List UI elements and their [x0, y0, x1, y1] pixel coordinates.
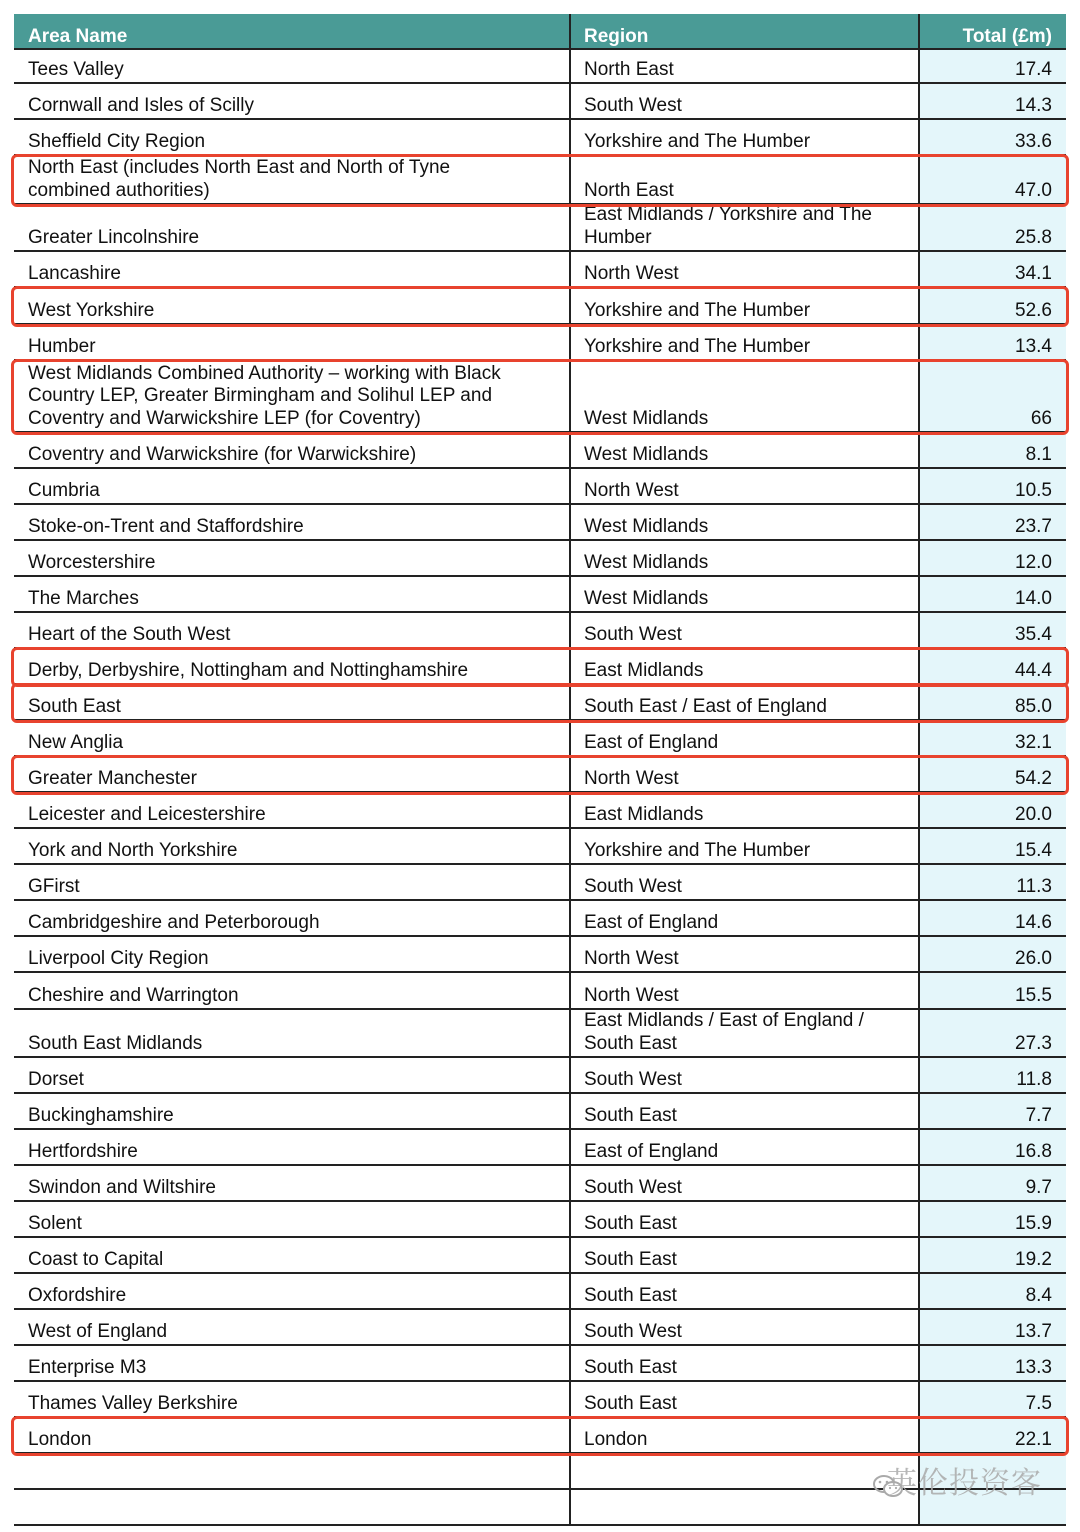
cell-region: Yorkshire and The Humber: [584, 839, 811, 861]
highlight-box: [11, 154, 1069, 207]
cell-area: York and North Yorkshire: [28, 839, 238, 861]
cell-total: 47.0: [1015, 179, 1052, 201]
cell-region: South East: [584, 1284, 677, 1306]
table-row: [14, 865, 1066, 901]
cell-area: New Anglia: [28, 731, 124, 753]
table-row: [14, 793, 1066, 829]
cell-region: West Midlands: [584, 407, 709, 429]
cell-region: North West: [584, 262, 679, 284]
table-row: [14, 469, 1066, 505]
table-row: [14, 541, 1066, 577]
cell-area: North East (includes North East and North of Tyne combined authorities): [28, 157, 451, 201]
table-row: [14, 205, 1066, 252]
cell-area: Liverpool City Region: [28, 947, 209, 969]
cell-total: 54.2: [1015, 767, 1052, 789]
cell-region: South East: [584, 1248, 677, 1270]
cell-area: The Marches: [28, 587, 139, 609]
cell-region: East Midlands: [584, 659, 704, 681]
cell-total: 32.1: [1015, 731, 1052, 753]
cell-area: London: [28, 1428, 92, 1450]
cell-total: 35.4: [1015, 623, 1052, 645]
highlight-box: [11, 647, 1069, 687]
cell-region: West Midlands: [584, 515, 709, 537]
funding-table: [14, 14, 1066, 1526]
cell-area: Cornwall and Isles of Scilly: [28, 94, 254, 116]
cell-area: West Midlands Combined Authority – working with Black Country LEP, Greater Birmingham and Solihul LEP and Coventry and Warwickshire LEP (for Coventry): [28, 362, 501, 429]
cell-area: Coventry and Warwickshire (for Warwickshire): [28, 443, 417, 465]
cell-total: 15.4: [1015, 839, 1052, 861]
cell-region: North West: [584, 479, 679, 501]
cell-total: 13.4: [1015, 335, 1052, 357]
table-row: [14, 1310, 1066, 1346]
cell-total: 27.3: [1015, 1032, 1052, 1054]
table-row: [14, 1010, 1066, 1058]
table-row: [14, 901, 1066, 937]
cell-region: East Midlands / East of England / South East: [584, 1010, 864, 1054]
cell-area: Oxfordshire: [28, 1284, 127, 1306]
cell-total: 11.8: [1016, 1068, 1052, 1090]
cell-area: Leicester and Leicestershire: [28, 803, 266, 825]
header-total: Total (£m): [962, 26, 1052, 47]
cell-area: Sheffield City Region: [28, 130, 206, 152]
highlight-box: [11, 359, 1069, 435]
table-row: [14, 1346, 1066, 1382]
cell-region: South East: [584, 1356, 677, 1378]
cell-total: 19.2: [1015, 1248, 1052, 1270]
cell-area: Buckinghamshire: [28, 1104, 174, 1126]
highlight-box: [11, 755, 1069, 795]
cell-total: 9.7: [1025, 1176, 1052, 1198]
cell-total: 14.3: [1015, 94, 1052, 116]
cell-total: 15.9: [1015, 1212, 1052, 1234]
cell-area: Dorset: [28, 1068, 84, 1090]
cell-region: West Midlands: [584, 551, 709, 573]
table-row: [14, 577, 1066, 613]
cell-area: South East: [28, 695, 121, 717]
cell-area: Coast to Capital: [28, 1248, 164, 1270]
cell-total: 7.5: [1025, 1392, 1052, 1414]
cell-area: Cumbria: [28, 479, 100, 501]
cell-total: 20.0: [1015, 803, 1052, 825]
cell-region: East of England: [584, 1140, 719, 1162]
table-row: [14, 505, 1066, 541]
cell-area: Hertfordshire: [28, 1140, 138, 1162]
cell-region: East Midlands / Yorkshire and The Humber: [584, 204, 872, 248]
cell-region: Yorkshire and The Humber: [584, 299, 811, 321]
table-row: [14, 1238, 1066, 1274]
cell-total: 15.5: [1015, 984, 1052, 1006]
table-row: [14, 120, 1066, 156]
cell-region: South East: [584, 1212, 677, 1234]
cell-area: Greater Lincolnshire: [28, 226, 200, 248]
table-row: [14, 84, 1066, 120]
cell-area: Greater Manchester: [28, 767, 197, 789]
highlight-box: [11, 683, 1069, 723]
cell-total: 44.4: [1015, 659, 1052, 681]
highlight-box: [11, 286, 1069, 327]
cell-region: South East / East of England: [584, 695, 827, 717]
cell-area: Swindon and Wiltshire: [28, 1176, 216, 1198]
cell-region: London: [584, 1428, 648, 1450]
cell-total: 12.0: [1015, 551, 1052, 573]
cell-area: Tees Valley: [28, 58, 124, 80]
table-row: [14, 1382, 1066, 1418]
header-area-name: Area Name: [28, 26, 128, 47]
header-region: Region: [584, 26, 649, 47]
cell-total: 33.6: [1015, 130, 1052, 152]
cell-total: 23.7: [1015, 515, 1052, 537]
cell-area: Derby, Derbyshire, Nottingham and Nottinghamshire: [28, 659, 469, 681]
cell-area: Solent: [28, 1212, 82, 1234]
cell-total: 11.3: [1016, 875, 1052, 897]
cell-total: 14.6: [1015, 911, 1052, 933]
table-header: [14, 14, 1066, 50]
cell-area: Enterprise M3: [28, 1356, 147, 1378]
cell-area: Heart of the South West: [28, 623, 231, 645]
cell-region: Yorkshire and The Humber: [584, 335, 811, 357]
table-row: [14, 1274, 1066, 1310]
cell-total: 14.0: [1015, 587, 1052, 609]
cell-total: 85.0: [1015, 695, 1052, 717]
cell-area: GFirst: [28, 875, 80, 897]
cell-area: Cambridgeshire and Peterborough: [28, 911, 320, 933]
cell-total: 10.5: [1015, 479, 1052, 501]
cell-total: 8.1: [1025, 443, 1052, 465]
cell-region: North East: [584, 179, 674, 201]
cell-total: 25.8: [1015, 226, 1052, 248]
cell-area: Cheshire and Warrington: [28, 984, 239, 1006]
table-row: [14, 1130, 1066, 1166]
cell-total: 26.0: [1015, 947, 1052, 969]
cell-area: Thames Valley Berkshire: [28, 1392, 238, 1414]
watermark: 英伦投资客: [887, 1466, 1042, 1501]
cell-total: 8.4: [1025, 1284, 1052, 1306]
table-row: [14, 613, 1066, 649]
table-row: [14, 252, 1066, 288]
cell-region: South West: [584, 94, 682, 116]
table-row: [14, 433, 1066, 469]
table-row: [14, 721, 1066, 757]
table-row: [14, 1058, 1066, 1094]
cell-region: North West: [584, 767, 679, 789]
cell-area: South East Midlands: [28, 1032, 203, 1054]
table-row: [14, 1202, 1066, 1238]
cell-region: South East: [584, 1104, 677, 1126]
highlight-box: [11, 1416, 1069, 1456]
cell-total: 17.4: [1015, 58, 1052, 80]
cell-total: 16.8: [1015, 1140, 1052, 1162]
cell-total: 66: [1030, 407, 1052, 429]
cell-total: 34.1: [1015, 262, 1052, 284]
table-row: [14, 1094, 1066, 1130]
cell-region: West Midlands: [584, 443, 709, 465]
cell-region: North West: [584, 947, 679, 969]
cell-total: 52.6: [1015, 299, 1052, 321]
cell-region: South West: [584, 623, 682, 645]
cell-region: North East: [584, 58, 674, 80]
cell-region: East of England: [584, 731, 719, 753]
cell-region: East Midlands: [584, 803, 704, 825]
cell-region: South West: [584, 875, 682, 897]
cell-region: North West: [584, 984, 679, 1006]
table-row: [14, 1166, 1066, 1202]
cell-region: East of England: [584, 911, 719, 933]
table-row: [14, 937, 1066, 973]
cell-area: West Yorkshire: [28, 299, 155, 321]
table-row: [14, 829, 1066, 865]
cell-total: 22.1: [1015, 1428, 1052, 1450]
cell-total: 7.7: [1025, 1104, 1052, 1126]
cell-region: South West: [584, 1176, 682, 1198]
table-row: [14, 48, 1066, 84]
cell-total: 13.7: [1015, 1320, 1052, 1342]
cell-region: Yorkshire and The Humber: [584, 130, 811, 152]
cell-region: South East: [584, 1392, 677, 1414]
cell-region: South West: [584, 1320, 682, 1342]
cell-region: South West: [584, 1068, 682, 1090]
cell-area: Lancashire: [28, 262, 121, 284]
cell-area: Worcestershire: [28, 551, 156, 573]
table-row: [14, 325, 1066, 361]
cell-region: West Midlands: [584, 587, 709, 609]
cell-area: Stoke-on-Trent and Staffordshire: [28, 515, 304, 537]
table-row: [14, 973, 1066, 1010]
cell-total: 13.3: [1015, 1356, 1052, 1378]
cell-area: Humber: [28, 335, 96, 357]
cell-area: West of England: [28, 1320, 168, 1342]
